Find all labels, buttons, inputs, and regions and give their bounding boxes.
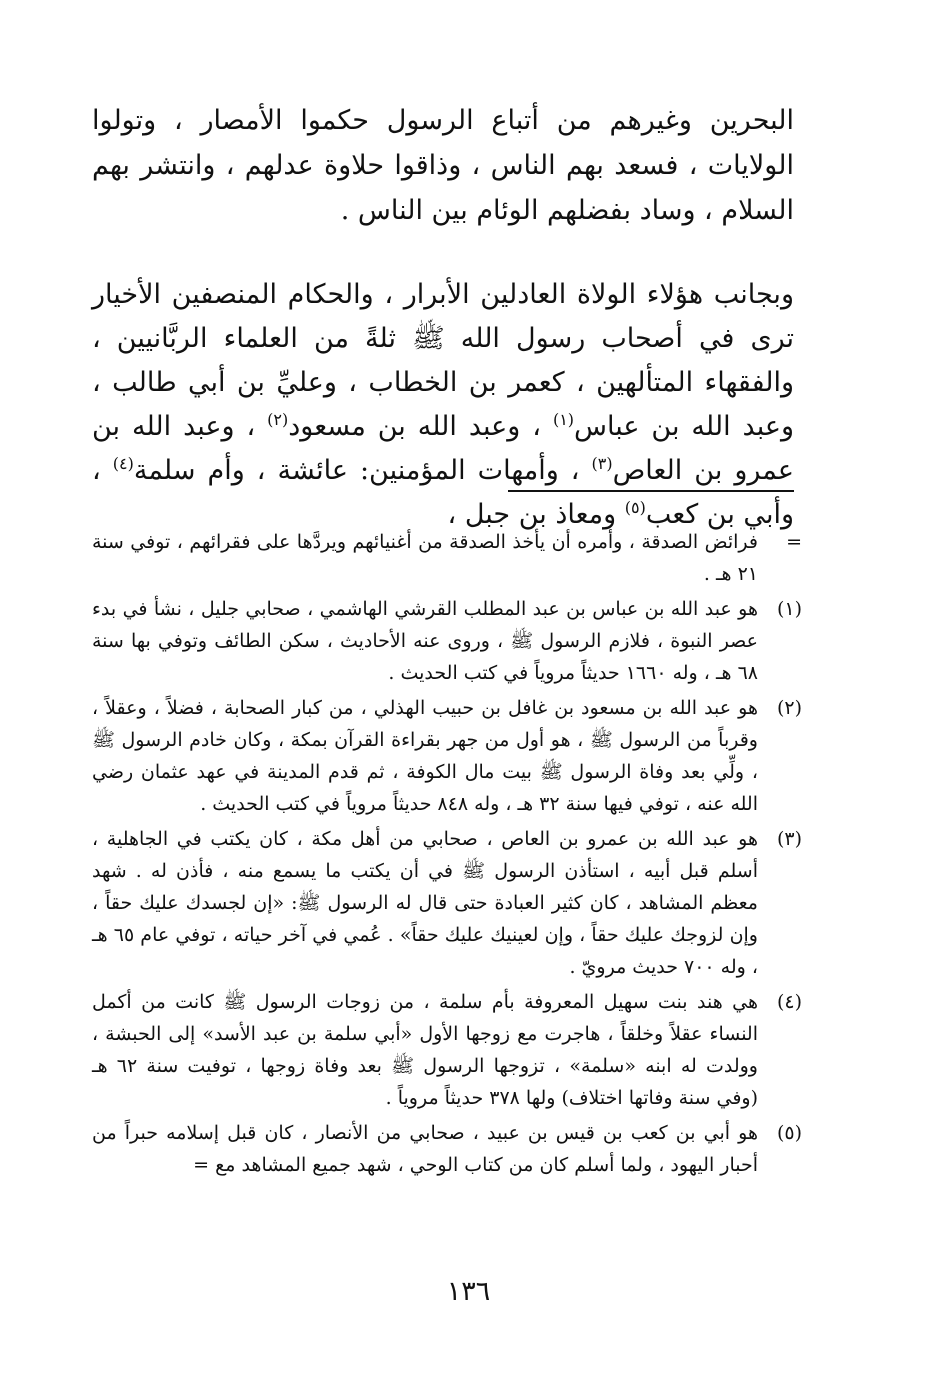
footnote-text: هو عبد الله بن مسعود بن غافل بن حبيب الهذلي ، من كبار الصحابة ، فضلاً ، وعقلاً ، وقرباً من الرسول ﷺ ، هو أول من جهر بقراءة القرآن بمكة ، وكان خادم الرسول ﷺ ، ولِّي بعد وفاة الرسول ﷺ بيت مال الكوفة ، ثم قدم المدينة في عهد عثمان رضي الله عنه ، توفي فيها سنة ٣٢ هـ ، وله ٨٤٨ حديثاً مروياً في كتب الحديث . xyxy=(92,697,758,815)
footnotes xyxy=(92,526,802,1184)
paragraph-2-text: ومعاذ بن جبل ، xyxy=(447,499,625,530)
paragraph-2-text: ، وأمهات المؤمنين: عائشة ، وأم سلمة xyxy=(133,455,592,486)
footnote-mark: (١) xyxy=(776,598,802,620)
paragraph-2-text: ، وعبد الله بن عمرو بن العاص xyxy=(92,411,795,486)
footnote-4 xyxy=(92,986,802,1114)
footnote-mark: (٣) xyxy=(776,828,802,850)
footnote-divider xyxy=(508,490,794,492)
footnote-text: هو أبي بن كعب بن قيس بن عبيد ، صحابي من الأنصار ، كان قبل إسلامه حبراً من أحبار اليهود ، ولما أسلم كان من كتاب الوحي ، شهد جميع المشاهد مع = xyxy=(92,1122,758,1176)
paragraph-2-text: وبجانب هؤلاء الولاة العادلين الأبرار ، والحكام المنصفين الأخيار ترى في أصحاب رسول الله ﷺ ثلةً من العلماء الربَّانيين ، والفقهاء المتألهين ، كعمر بن الخطاب ، وعليِّ بن أبي طالب ، وعبد الله بن عباس xyxy=(92,279,794,442)
footnote-ref-5: (٥) xyxy=(624,498,646,517)
paragraph-2-text: ، وعبد الله بن مسعود xyxy=(288,411,553,442)
footnote-3 xyxy=(92,823,802,983)
footnote-mark: (٥) xyxy=(776,1122,802,1144)
main-text xyxy=(92,98,794,537)
footnote-text: هي هند بنت سهيل المعروفة بأم سلمة ، من زوجات الرسول ﷺ كانت من أكمل النساء عقلاً وخلقاً ، هاجرت مع زوجها الأول «أبي سلمة بن عبد الأسد» إلى الحبشة ، وولدت له ابنه «سلمة» ، تزوجها الرسول ﷺ بعد وفاة زوجها ، توفيت سنة ٦٢ هـ (وفي سنة وفاتها اختلاف) ولها ٣٧٨ حديثاً مروياً . xyxy=(92,991,758,1109)
paragraph-2-text: ، وأبي بن كعب xyxy=(92,455,794,530)
footnote-text: هو عبد الله بن عمرو بن العاص ، صحابي من أهل مكة ، كان يكتب في الجاهلية ، أسلم قبل أبيه ، استأذن الرسول ﷺ في أن يكتب ما يسمع منه ، فأذن له . شهد معظم المشاهد ، كان كثير العبادة حتى قال له الرسول ﷺ: «إن لجسدك عليك حقاً ، وإن لزوجك عليك حقاً ، وإن لعينيك عليك حقاً» . عُمي في آخر حياته ، توفي عام ٦٥ هـ ، وله ٧٠٠ حديث مرويّ . xyxy=(92,828,758,978)
footnote-mark: = xyxy=(786,531,802,553)
page-number: ١٣٦ xyxy=(446,1276,491,1307)
footnote-text: هو عبد الله بن عباس بن عبد المطلب القرشي الهاشمي ، صحابي جليل ، نشأ في بدء عصر النبوة ، فلازم الرسول ﷺ ، وروى عنه الأحاديث ، سكن الطائف وتوفي بها سنة ٦٨ هـ ، وله ١٦٦٠ حديثاً مروياً في كتب الحديث . xyxy=(92,598,758,684)
footnote-ref-3: (٣) xyxy=(591,454,613,473)
paragraph-2 xyxy=(92,273,794,537)
footnote-mark: (٤) xyxy=(776,991,802,1013)
paragraph-1: البحرين وغيرهم من أتباع الرسول حكموا الأمصار ، وتولوا الولايات ، فسعد بهم الناس ، وذاقوا حلاوة عدلهم ، وانتشر بهم السلام ، وساد بفضلهم الوئام بين الناس . xyxy=(92,105,794,226)
footnote-continuation xyxy=(92,526,802,590)
footnote-ref-4: (٤) xyxy=(112,454,134,473)
footnote-mark: (٢) xyxy=(776,697,802,719)
footnote-1 xyxy=(92,593,802,689)
footnote-5 xyxy=(92,1117,802,1181)
footnote-ref-1: (١) xyxy=(552,410,575,429)
footnote-text: فرائض الصدقة ، وأمره أن يأخذ الصدقة من أغنيائهم ويردَّها على فقرائهم ، توفي سنة ٢١ هـ . xyxy=(92,531,758,585)
footnote-2 xyxy=(92,692,802,820)
footnote-ref-2: (٢) xyxy=(267,410,289,429)
